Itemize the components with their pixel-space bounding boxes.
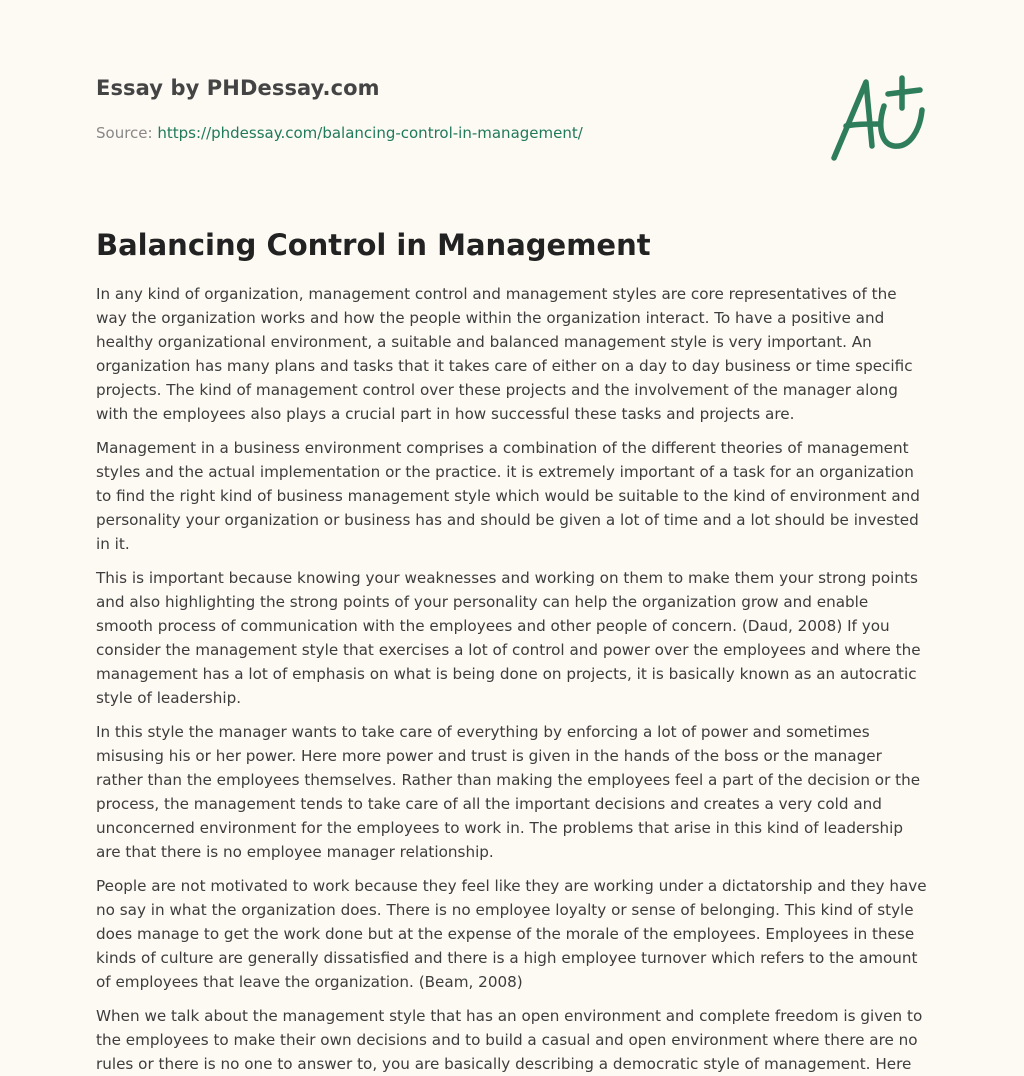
- essay-paragraph: In any kind of organization, management control and management styles are core representatives of the way the organization works and how the people within the organization interact. To have a positive and healthy organizational environment, a suitable and balanced management style is very important. An organization has many plans and tasks that it takes care of either on a day to day business or time specific projects. The kind of management control over these projects and the involvement of the manager along with the employees also plays a crucial part in how successful these tasks and projects are.: [96, 285, 913, 423]
- essay-paragraph: Management in a business environment comprises a combination of the different theories of management styles and the actual implementation or the practice. it is extremely important of a task for an organization to find the right kind of business management style which would be suitable to the kind of environment and personality your organization or business has and should be given a lot of time and a lot should be invested in it.: [96, 439, 920, 553]
- source-line: [96, 124, 583, 142]
- essay-title: Balancing Control in Management: [96, 228, 651, 262]
- essay-paragraph: When we talk about the management style that has an open environment and complete freedom is given to the employees to make their own decisions and to build a casual and open environment where there are no rules or there is no one to answer to, you are basically describing a democratic style of management. Here: [96, 1007, 923, 1073]
- source-label: Source:: [96, 124, 153, 142]
- page-header: [96, 0, 928, 200]
- site-title: Essay by PHDessay.com: [96, 76, 380, 100]
- source-link[interactable]: https://phdessay.com/balancing-control-in-management/: [157, 124, 583, 142]
- essay-paragraph: People are not motivated to work because they feel like they are working under a dictatorship and they have no say in what the organization does. There is no employee loyalty or sense of belonging. This kind of style does manage to get the work done but at the expense of the morale of the employees. Employees in these kinds of culture are generally dissatisfied and there is a high employee turnover which refers to the amount of employees that leave the organization. (Beam, 2008): [96, 877, 927, 991]
- a-plus-grade-icon: [822, 66, 932, 166]
- essay-paragraph: This is important because knowing your weaknesses and working on them to make them your strong points and also highlighting the strong points of your personality can help the organization grow and enable smooth process of communication with the employees and other people of concern. (Daud, 2008) If you consider the management style that exercises a lot of control and power over the employees and where the management has a lot of emphasis on what is being done on projects, it is basically known as an autocratic style of leadership.: [96, 569, 921, 707]
- essay-paragraph: In this style the manager wants to take care of everything by enforcing a lot of power and sometimes misusing his or her power. Here more power and trust is given in the hands of the boss or the manager rather than the employees themselves. Rather than making the employees feel a part of the decision or the process, the management tends to take care of all the important decisions and creates a very cold and unconcerned environment for the employees to work in. The problems that arise in this kind of leadership are that there is no employee manager relationship.: [96, 723, 921, 861]
